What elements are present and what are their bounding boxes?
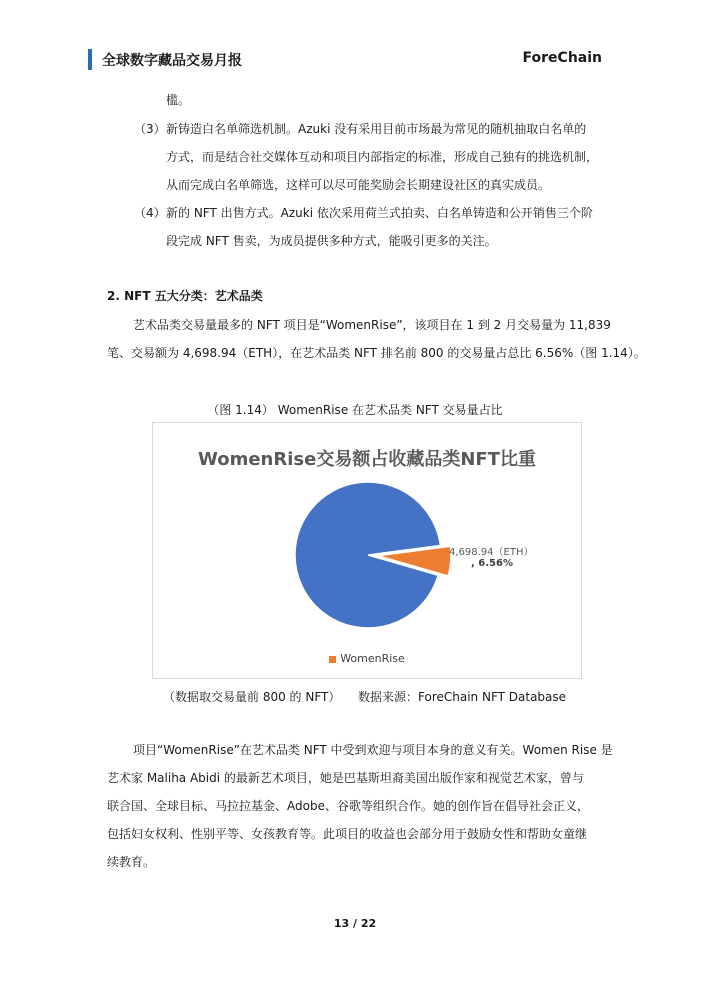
legend-label: WomenRise <box>340 652 405 665</box>
header-accent-bar <box>88 49 92 70</box>
report-title: 全球数字藏品交易月报 <box>102 53 242 69</box>
list-number: （3） <box>134 122 166 136</box>
text-line: 方式，而是结合社交媒体互动和项目内部指定的标准，形成自己独有的挑选机制， <box>166 150 599 164</box>
text-line: 包括妇女权利、性别平等、女孩教育等。此项目的收益也会部分用于鼓励女性和帮助女童继 <box>107 827 588 841</box>
text-line: 项目“WomenRise”在艺术品类 NFT 中受到欢迎与项目本身的意义有关。Women Rise 是 <box>133 743 613 757</box>
list-number: （4） <box>134 206 166 220</box>
text-line: 新的 NFT 出售方式。Azuki 依次采用荷兰式拍卖、白名单铸造和公开销售三个阶 <box>166 206 593 220</box>
page-number: 13 / 22 <box>333 917 377 930</box>
chart-legend <box>153 652 581 665</box>
brand-name: ForeChain <box>522 50 602 66</box>
data-source: 数据来源：ForeChain NFT Database <box>358 690 567 704</box>
text-line: 从而完成白名单筛选，这样可以尽可能奖励会长期建设社区的真实成员。 <box>166 178 551 192</box>
text-line: 联合国、全球目标、马拉拉基金、Adobe、谷歌等组织合作。她的创作旨在倡导社会正义， <box>107 799 589 813</box>
text-line: 段完成 NFT 售卖，为成员提供多种方式，能吸引更多的关注。 <box>166 234 497 248</box>
text-line: 槛。 <box>166 93 191 107</box>
text-line: 续教育。 <box>107 855 156 869</box>
slice-value-label: 4,698.94（ETH） <box>449 547 534 558</box>
section-heading: 2. NFT 五大分类：艺术品类 <box>107 289 263 303</box>
slice-percent-label: , 6.56% <box>471 558 513 569</box>
page-header <box>88 48 608 72</box>
text-line: 笔、交易额为 4,698.94（ETH），在艺术品类 NFT 排名前 800 的交易量占总比 6.56%（图 1.14）。 <box>107 346 646 360</box>
text-line: 新铸造白名单筛选机制。Azuki 没有采用目前市场最为常见的随机抽取白名单的 <box>166 122 587 136</box>
text-line: 艺术家 Maliha Abidi 的最新艺术项目，她是巴基斯坦裔美国出版作家和视觉艺术家，曾与 <box>107 771 584 785</box>
pie-chart <box>152 422 582 679</box>
text-line: 艺术品类交易量最多的 NFT 项目是“WomenRise”，该项目在 1 到 2 月交易量为 11,839 <box>133 318 611 332</box>
data-note: （数据取交易量前 800 的 NFT） <box>163 690 341 704</box>
chart-title: WomenRise交易额占收藏品类NFT比重 <box>198 449 536 470</box>
figure-caption: （图 1.14） WomenRise 在艺术品类 NFT 交易量占比 <box>207 403 503 417</box>
legend-swatch <box>329 656 336 663</box>
